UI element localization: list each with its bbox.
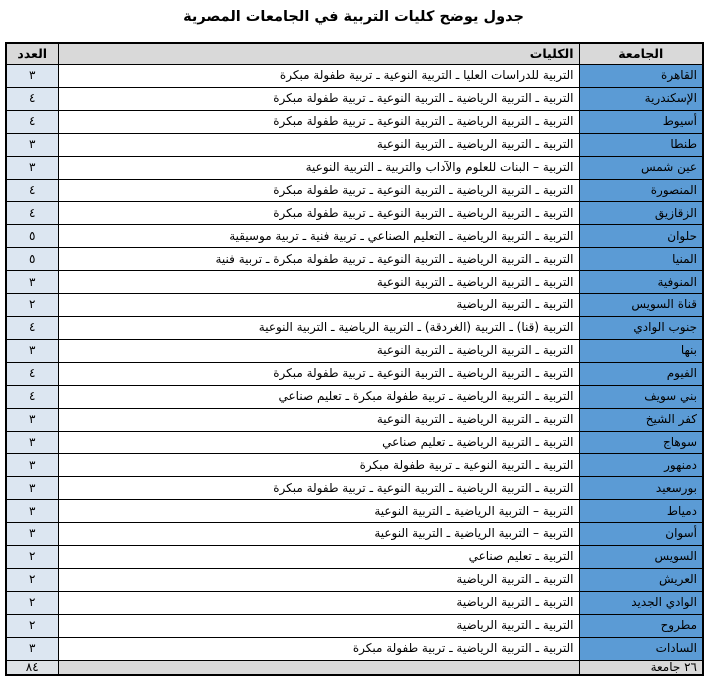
col-header-colleges: الكليات	[58, 43, 579, 65]
colleges-cell: التربية ـ التربية الرياضية ـ تعليم صناعي	[58, 431, 579, 454]
colleges-cell: التربية ـ تعليم صناعي	[58, 546, 579, 569]
colleges-cell: التربية ـ التربية الرياضية ـ التربية النوعية ـ تربية طفولة مبكرة	[58, 110, 579, 133]
document-title: جدول يوضح كليات التربية في الجامعات المصرية	[183, 9, 524, 25]
table-row	[6, 225, 703, 248]
university-cell: قناة السويس	[579, 294, 703, 317]
table-row	[6, 339, 703, 362]
table-row	[6, 454, 703, 477]
university-cell: الفيوم	[579, 362, 703, 385]
count-cell: ٣	[6, 408, 58, 431]
table-row	[6, 179, 703, 202]
count-cell: ٢	[6, 294, 58, 317]
table-row	[6, 294, 703, 317]
count-cell: ٤	[6, 87, 58, 110]
colleges-cell: التربية ـ التربية الرياضية ـ التربية النوعية ـ تربية طفولة مبكرة	[58, 362, 579, 385]
table-row	[6, 500, 703, 523]
table-row	[6, 65, 703, 88]
table-row	[6, 431, 703, 454]
university-cell: الإسكندرية	[579, 87, 703, 110]
count-cell: ٣	[6, 65, 58, 88]
count-cell: ٣	[6, 454, 58, 477]
university-cell: الوادي الجديد	[579, 591, 703, 614]
colleges-cell: التربية ـ التربية النوعية ـ تربية طفولة مبكرة	[58, 454, 579, 477]
colleges-cell: التربية ـ التربية الرياضية ـ التربية النوعية	[58, 133, 579, 156]
footer-colleges-empty	[58, 660, 579, 675]
colleges-cell: التربية ـ التربية الرياضية	[58, 591, 579, 614]
table-row	[6, 637, 703, 660]
university-cell: حلوان	[579, 225, 703, 248]
table-row	[6, 202, 703, 225]
table-row	[6, 408, 703, 431]
university-cell: دمياط	[579, 500, 703, 523]
university-cell: بورسعيد	[579, 477, 703, 500]
university-cell: أسوان	[579, 523, 703, 546]
colleges-cell: التربية ـ التربية الرياضية ـ التربية النوعية ـ تربية طفولة مبكرة	[58, 477, 579, 500]
colleges-cell: التربية ـ التربية الرياضية ـ تربية طفولة مبكرة	[58, 637, 579, 660]
table-row	[6, 133, 703, 156]
university-cell: بني سويف	[579, 385, 703, 408]
colleges-cell: التربية ـ التربية الرياضية	[58, 294, 579, 317]
colleges-cell: التربية ـ التربية الرياضية ـ التربية النوعية	[58, 408, 579, 431]
university-cell: المنصورة	[579, 179, 703, 202]
footer-total-universities: ٢٦ جامعة	[579, 660, 703, 675]
count-cell: ٣	[6, 477, 58, 500]
table-row	[6, 546, 703, 569]
count-cell: ٣	[6, 637, 58, 660]
university-cell: الزقازيق	[579, 202, 703, 225]
table-row	[6, 614, 703, 637]
count-cell: ٤	[6, 202, 58, 225]
colleges-cell: التربية ـ التربية الرياضية	[58, 568, 579, 591]
colleges-cell: التربية ـ التربية الرياضية ـ التربية النوعية ـ تربية طفولة مبكرة	[58, 179, 579, 202]
colleges-cell: التربية للدراسات العليا ـ التربية النوعية ـ تربية طفولة مبكرة	[58, 65, 579, 88]
colleges-cell: التربية – التربية الرياضية ـ التربية النوعية	[58, 500, 579, 523]
university-cell: المنيا	[579, 248, 703, 271]
table-row	[6, 477, 703, 500]
count-cell: ٣	[6, 133, 58, 156]
table-row	[6, 316, 703, 339]
col-header-count: العدد	[6, 43, 58, 65]
count-cell: ٣	[6, 339, 58, 362]
university-cell: جنوب الوادي	[579, 316, 703, 339]
count-cell: ٢	[6, 591, 58, 614]
colleges-cell: التربية ـ التربية الرياضية ـ التربية النوعية ـ تربية طفولة مبكرة ـ تربية فنية	[58, 248, 579, 271]
university-cell: بنها	[579, 339, 703, 362]
university-cell: السادات	[579, 637, 703, 660]
university-cell: القاهرة	[579, 65, 703, 88]
count-cell: ٥	[6, 225, 58, 248]
table-row	[6, 87, 703, 110]
count-cell: ٢	[6, 546, 58, 569]
count-cell: ٣	[6, 431, 58, 454]
footer-total-count: ٨٤	[6, 660, 58, 675]
university-cell: دمنهور	[579, 454, 703, 477]
count-cell: ٣	[6, 500, 58, 523]
colleges-cell: التربية – البنات للعلوم والآداب والتربية ـ التربية النوعية	[58, 156, 579, 179]
university-cell: المنوفية	[579, 271, 703, 294]
table-row	[6, 385, 703, 408]
table-row	[6, 591, 703, 614]
colleges-cell: التربية ـ التربية الرياضية ـ التعليم الصناعي ـ تربية فنية ـ تربية موسيقية	[58, 225, 579, 248]
count-cell: ٤	[6, 179, 58, 202]
colleges-cell: التربية ـ التربية الرياضية ـ التربية النوعية ـ تربية طفولة مبكرة	[58, 202, 579, 225]
table-row	[6, 362, 703, 385]
university-cell: العريش	[579, 568, 703, 591]
footer-row	[6, 660, 703, 675]
university-cell: سوهاج	[579, 431, 703, 454]
university-cell: كفر الشيخ	[579, 408, 703, 431]
count-cell: ٣	[6, 156, 58, 179]
count-cell: ٥	[6, 248, 58, 271]
table-row	[6, 248, 703, 271]
count-cell: ٢	[6, 568, 58, 591]
col-header-university: الجامعة	[579, 43, 703, 65]
table-row	[6, 156, 703, 179]
colleges-cell: التربية ـ التربية الرياضية ـ تربية طفولة مبكرة ـ تعليم صناعي	[58, 385, 579, 408]
table-row	[6, 110, 703, 133]
university-cell: أسيوط	[579, 110, 703, 133]
count-cell: ٣	[6, 523, 58, 546]
table-row	[6, 568, 703, 591]
universities-table	[5, 42, 704, 676]
colleges-cell: التربية ـ التربية الرياضية ـ التربية النوعية	[58, 339, 579, 362]
colleges-cell: التربية – التربية الرياضية ـ التربية النوعية	[58, 523, 579, 546]
university-cell: عين شمس	[579, 156, 703, 179]
colleges-cell: التربية ـ التربية الرياضية ـ التربية النوعية ـ تربية طفولة مبكرة	[58, 87, 579, 110]
count-cell: ٣	[6, 271, 58, 294]
university-cell: السويس	[579, 546, 703, 569]
colleges-cell: التربية ـ التربية الرياضية	[58, 614, 579, 637]
colleges-cell: التربية (قنا) ـ التربية (الغردقة) ـ التربية الرياضية ـ التربية النوعية	[58, 316, 579, 339]
header-row	[6, 43, 703, 65]
table-row	[6, 523, 703, 546]
count-cell: ٤	[6, 362, 58, 385]
count-cell: ٢	[6, 614, 58, 637]
table-row	[6, 271, 703, 294]
university-cell: طنطا	[579, 133, 703, 156]
university-cell: مطروح	[579, 614, 703, 637]
count-cell: ٤	[6, 316, 58, 339]
count-cell: ٤	[6, 385, 58, 408]
count-cell: ٤	[6, 110, 58, 133]
colleges-cell: التربية ـ التربية الرياضية ـ التربية النوعية	[58, 271, 579, 294]
